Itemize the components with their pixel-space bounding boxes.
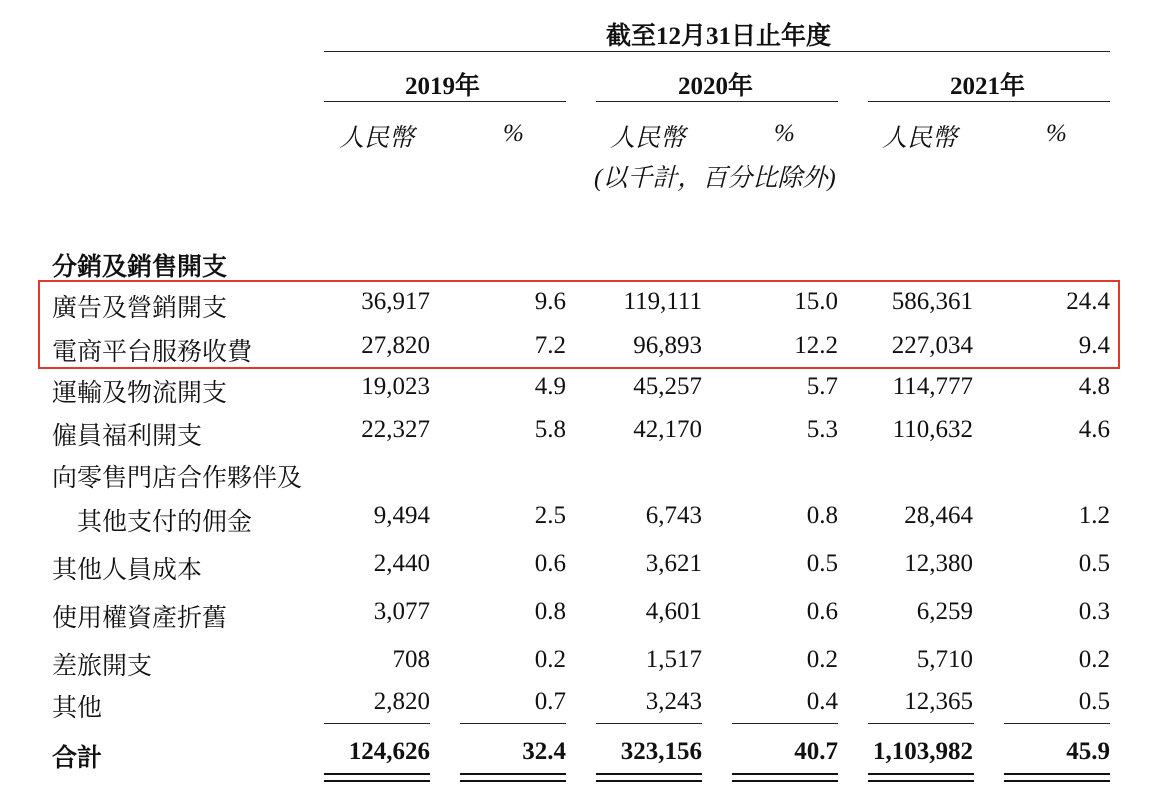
row-label: 廣告及營銷開支: [52, 295, 228, 322]
percent-2021: 0.5: [1078, 550, 1110, 577]
total-double-rule-p2021: [1004, 773, 1110, 782]
year-2020-header: 2020年: [678, 73, 754, 100]
percent-2020: 5.3: [806, 416, 838, 443]
percent-2020: 0.5: [806, 550, 838, 577]
header-rule: [324, 51, 1110, 52]
total-double-rule-p2019: [460, 773, 566, 782]
value-2019: 3,077: [373, 598, 430, 625]
percent-2020: 12.2: [794, 332, 838, 359]
row-label: 向零售門店合作夥伴及: [52, 465, 303, 492]
value-2019: 2,820: [373, 688, 430, 715]
value-2020: 96,893: [633, 332, 702, 359]
percent-2020: 0.8: [806, 502, 838, 529]
value-2020: 4,601: [645, 598, 702, 625]
year-2021-header: 2021年: [950, 73, 1026, 100]
percent-2019: 0.2: [534, 646, 566, 673]
row-label: 其他人員成本: [52, 557, 203, 584]
percent-2020: 0.6: [806, 598, 838, 625]
value-2020: 119,111: [623, 288, 702, 315]
percent-label-2019: %: [503, 120, 524, 147]
percent-2021: 0.5: [1078, 688, 1110, 715]
value-2021: 114,777: [892, 373, 973, 400]
percent-2021: 4.8: [1078, 373, 1110, 400]
percent-2020: 0.4: [806, 688, 838, 715]
percent-2021: 0.3: [1078, 598, 1110, 625]
total-value-2019: 124,626: [348, 738, 430, 765]
percent-2021: 24.4: [1066, 288, 1110, 315]
row-label: 電商平台服務收費: [52, 339, 253, 366]
row-label: 僱員福利開支: [52, 423, 203, 450]
percent-2019: 4.9: [534, 373, 566, 400]
currency-label-2020: 人民幣: [610, 125, 686, 152]
value-2019: 708: [392, 646, 430, 673]
value-2021: 586,361: [891, 288, 973, 315]
value-2019: 9,494: [373, 502, 430, 529]
total-value-2020: 323,156: [620, 738, 702, 765]
value-2019: 22,327: [361, 416, 430, 443]
total-double-rule-v2021: [868, 773, 974, 782]
row-label-continued: 其他支付的佣金: [77, 509, 253, 536]
subtotal-rule-p2019: [460, 723, 566, 724]
value-2021: 12,380: [904, 550, 973, 577]
percent-2021: 4.6: [1078, 416, 1110, 443]
value-2021: 6,259: [916, 598, 973, 625]
total-percent-2019: 32.4: [522, 738, 566, 765]
percent-2019: 9.6: [534, 288, 566, 315]
currency-label-2021: 人民幣: [882, 125, 958, 152]
value-2020: 42,170: [633, 416, 702, 443]
value-2020: 45,257: [633, 373, 702, 400]
section-title: 分銷及銷售開支: [52, 254, 228, 281]
percent-2019: 0.7: [534, 688, 566, 715]
total-double-rule-v2019: [324, 773, 430, 782]
year-2020-rule: [596, 101, 838, 102]
row-label: 運輸及物流開支: [52, 380, 228, 407]
percent-2021: 0.2: [1078, 646, 1110, 673]
value-2021: 5,710: [916, 646, 973, 673]
total-percent-2021: 45.9: [1066, 738, 1110, 765]
value-2021: 110,632: [892, 416, 973, 443]
year-2021-rule: [868, 101, 1110, 102]
percent-2019: 0.6: [534, 550, 566, 577]
percent-label-2021: %: [1046, 120, 1067, 147]
value-2020: 3,243: [645, 688, 702, 715]
value-2019: 36,917: [361, 288, 430, 315]
percent-2020: 0.2: [806, 646, 838, 673]
year-2019-header: 2019年: [405, 73, 481, 100]
percent-2020: 5.7: [806, 373, 838, 400]
row-label: 使用權資產折舊: [52, 605, 228, 632]
percent-2019: 7.2: [534, 332, 566, 359]
subtotal-rule-p2021: [1004, 723, 1110, 724]
value-2019: 27,820: [361, 332, 430, 359]
total-double-rule-v2020: [596, 773, 702, 782]
value-2019: 2,440: [373, 550, 430, 577]
value-2020: 3,621: [645, 550, 702, 577]
subtotal-rule-p2020: [732, 723, 838, 724]
unit-note: (以千計，百分比除外): [594, 165, 836, 192]
percent-label-2020: %: [774, 120, 795, 147]
percent-2019: 2.5: [534, 502, 566, 529]
year-2019-rule: [324, 101, 566, 102]
row-label: 差旅開支: [52, 653, 153, 680]
value-2021: 12,365: [904, 688, 973, 715]
percent-2020: 15.0: [794, 288, 838, 315]
subtotal-rule-v2019: [324, 723, 430, 724]
total-label: 合計: [52, 745, 103, 772]
currency-label-2019: 人民幣: [339, 125, 415, 152]
percent-2019: 0.8: [534, 598, 566, 625]
percent-2019: 5.8: [534, 416, 566, 443]
value-2020: 6,743: [645, 502, 702, 529]
table-period-title: 截至12月31日止年度: [606, 23, 832, 50]
value-2020: 1,517: [645, 646, 702, 673]
percent-2021: 1.2: [1078, 502, 1110, 529]
value-2019: 19,023: [361, 373, 430, 400]
total-double-rule-p2020: [732, 773, 838, 782]
row-label: 其他: [52, 695, 103, 722]
total-percent-2020: 40.7: [794, 738, 838, 765]
value-2021: 28,464: [904, 502, 973, 529]
percent-2021: 9.4: [1078, 332, 1110, 359]
value-2021: 227,034: [891, 332, 973, 359]
subtotal-rule-v2020: [596, 723, 702, 724]
total-value-2021: 1,103,982: [873, 738, 973, 765]
subtotal-rule-v2021: [868, 723, 974, 724]
